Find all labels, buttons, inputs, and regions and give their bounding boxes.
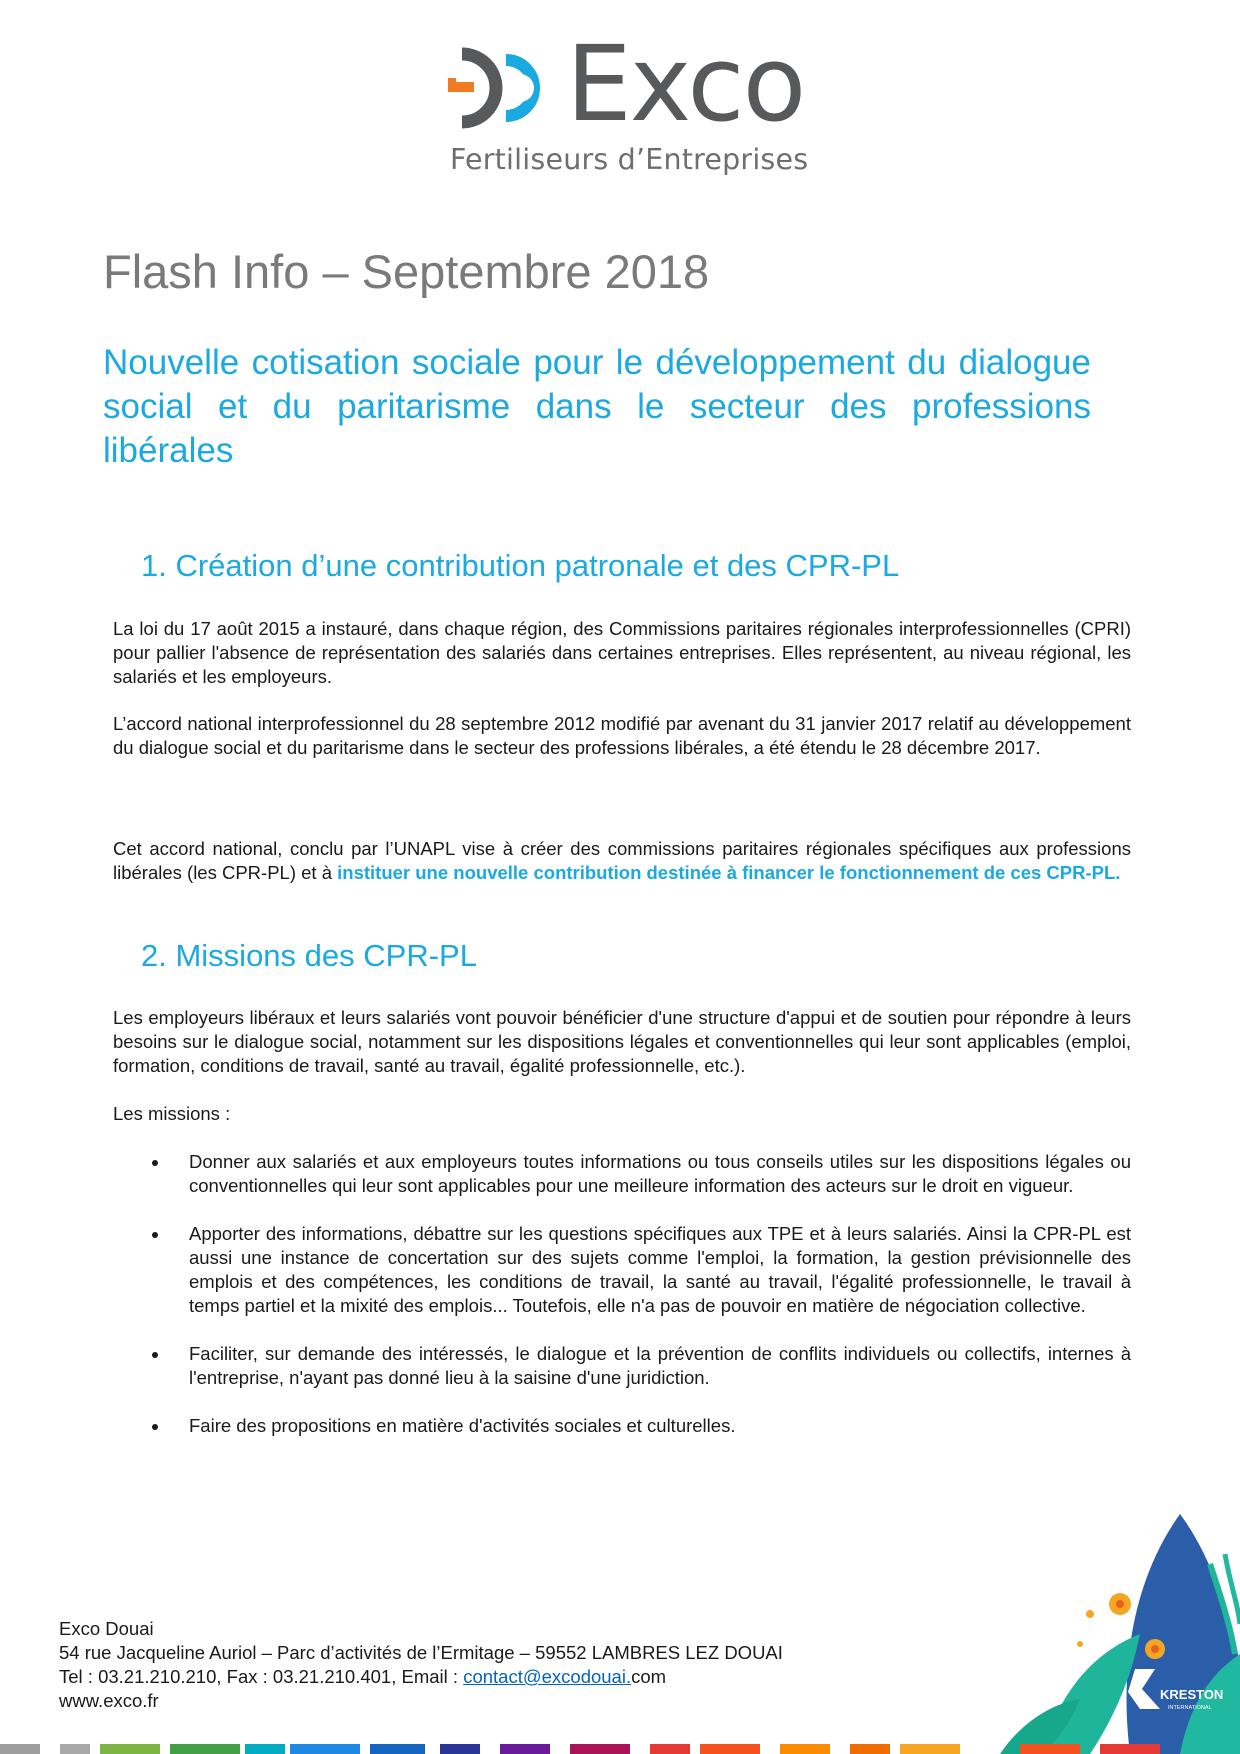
footer-website: www.exco.fr xyxy=(59,1690,159,1711)
flash-info-title: Flash Info – Septembre 2018 xyxy=(103,245,710,298)
mission-text: Apporter des informations, débattre sur les questions spécifiques aux TPE et à leurs salariés. Ainsi la CPR-PL est aussi une instance de concertation sur des sujets comme l'emploi, la formation, la gestion prévisionnelle des emplois et des compétences, les conditions de travail, la santé au travail, l'égalité professionnelle, le travail à temps partiel et la mixité des emplois... Toutefois, elle n'a pas de pouvoir en matière de négociation collective. xyxy=(189,1223,1131,1316)
mission-text: Faciliter, sur demande des intéressés, le dialogue et la prévention de conflits individuels ou collectifs, internes à l'entreprise, n'ayant pas donné lieu à la saisine d'une juridiction. xyxy=(189,1343,1131,1388)
section-1-paragraph-3 xyxy=(113,837,1131,885)
exco-logo-mark-icon xyxy=(448,46,560,130)
bullet-icon xyxy=(152,1160,158,1166)
footer xyxy=(59,1617,783,1713)
exco-logo xyxy=(446,23,809,180)
paragraph-3-text: Cet accord national, conclu par l’UNAPL vise à créer des commissions paritaires régionales spécifiques aux professions libérales (les CPR-PL) et à xyxy=(113,838,1131,883)
mission-text: Faire des propositions en matière d'activités sociales et culturelles. xyxy=(189,1415,736,1436)
section-2-title: 2. Missions des CPR-PL xyxy=(141,938,477,973)
email-suffix: com xyxy=(631,1666,667,1687)
email-link[interactable]: contact@excodouai. xyxy=(463,1666,632,1687)
kreston-logo-sub: INTERNATIONAL xyxy=(1168,1705,1212,1711)
list-item xyxy=(148,1342,1131,1390)
mission-text: Donner aux salariés et aux employeurs toutes informations ou tous conseils utiles sur les dispositions légales ou conventionnelles qui leur sont applicables pour une meilleure information des acteurs sur le droit en vigueur. xyxy=(189,1151,1131,1196)
logo-tagline: Fertiliseurs d’Entreprises xyxy=(450,143,809,176)
kreston-logo-text: KRESTON xyxy=(1160,1687,1224,1702)
section-2-paragraph-1: Les employeurs libéraux et leurs salariés vont pouvoir bénéficier d'une structure d'appui et de soutien pour répondre à leurs besoins sur le dialogue social, notamment sur les dispositions légales et conventionnelles qui leur sont applicables (emploi, formation, conditions de travail, santé au travail, égalité professionnelle, etc.). xyxy=(113,1007,1131,1076)
footer-office: Exco Douai xyxy=(59,1618,154,1639)
footer-contact xyxy=(59,1665,783,1689)
footer-address: 54 rue Jacqueline Auriol – Parc d’activités de l’Ermitage – 59552 LAMBRES LEZ DOUAI xyxy=(59,1642,783,1663)
main-title: Nouvelle cotisation sociale pour le développement du dialogue social et du paritarisme dans le secteur des professions libérales xyxy=(103,343,1091,470)
bullet-icon xyxy=(152,1352,158,1358)
list-item xyxy=(148,1222,1131,1318)
list-item xyxy=(148,1150,1131,1198)
bottom-color-stripe xyxy=(0,1744,1240,1754)
missions-list xyxy=(148,1150,1131,1438)
logo-wordmark: Exco xyxy=(566,23,805,145)
missions-label: Les missions : xyxy=(113,1103,231,1124)
footer-phone: Tel : 03.21.210.210, Fax : 03.21.210.401, Email : xyxy=(59,1666,464,1687)
bullet-icon xyxy=(152,1424,158,1430)
foliage-decoration-icon xyxy=(980,1494,1240,1754)
paragraph-3-highlight: instituer une nouvelle contribution destinée à financer le fonctionnement de ces CPR-PL. xyxy=(337,862,1121,883)
section-1-paragraph-2: L’accord national interprofessionnel du 28 septembre 2012 modifié par avenant du 31 janvier 2017 relatif au développement du dialogue social et du paritarisme dans le secteur des professions libérales, a été étendu le 28 décembre 2017. xyxy=(113,713,1131,758)
bullet-icon xyxy=(152,1232,158,1238)
section-1-paragraph-1: La loi du 17 août 2015 a instauré, dans chaque région, des Commissions paritaires régionales interprofessionnelles (CPRI) pour pallier l'absence de représentation des salariés dans certaines entreprises. Elles représentent, au niveau régional, les salariés et les employeurs. xyxy=(113,618,1131,687)
section-1-title: 1. Création d’une contribution patronale et des CPR-PL xyxy=(141,548,900,583)
list-item xyxy=(148,1414,1131,1438)
